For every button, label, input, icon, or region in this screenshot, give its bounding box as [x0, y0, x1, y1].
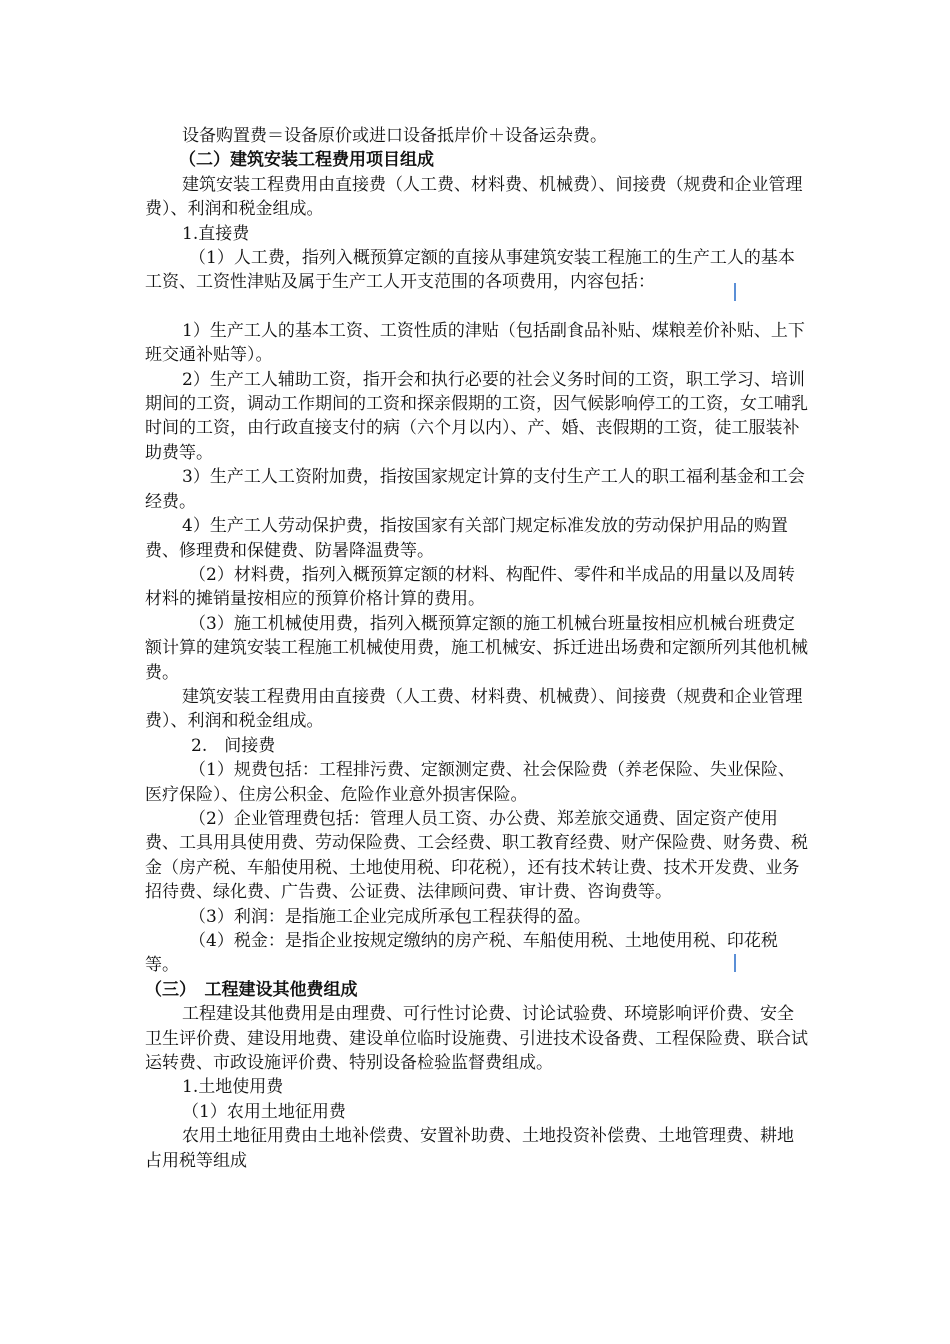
subheading: 2. 间接费 [191, 735, 276, 756]
section-heading: （三） 工程建设其他费组成 [145, 979, 358, 1000]
paragraph: 2）生产工人辅助工资，指开会和执行必要的社会义务时间的工资，职工学习、培训期间的工资，调动工作期间的工资和探亲假期的工资，因气候影响停工的工资，女工哺乳时间的工资，由行政直接支付的病（六个月以内）、产、婚、丧假期的工资，徒工服装补助费等。 [145, 369, 808, 463]
section-heading: （二）建筑安装工程费用项目组成 [179, 150, 434, 171]
paragraph: 建筑安装工程费用由直接费（人工费、材料费、机械费）、间接费（规费和企业管理费）、利润和税金组成。 [145, 174, 803, 220]
paragraph: （2）材料费，指列入概预算定额的材料、构配件、零件和半成品的用量以及周转材料的摊销量按相应的预算价格计算的费用。 [145, 564, 795, 610]
paragraph: 3）生产工人工资附加费，指按国家规定计算的支付生产工人的职工福利基金和工会经费。 [145, 467, 805, 512]
subheading: 1.土地使用费 [182, 1077, 284, 1098]
paragraph: （1）规费包括：工程排污费、定额测定费、社会保险费（养老保险、失业保险、医疗保险）、住房公积金、危险作业意外损害保险。 [145, 760, 795, 805]
paragraph: （1）人工费，指列入概预算定额的直接从事建筑安装工程施工的生产工人的基本工资、工资性津贴及属于生产工人开支范围的各项费用，内容包括： [145, 248, 795, 293]
document-page [145, 124, 810, 1173]
paragraph: （3）利润：是指施工企业完成所承包工程获得的盈。 [189, 906, 591, 927]
paragraph: （2）企业管理费包括：管理人员工资、办公费、郑差旅交通费、固定资产使用费、工具用具使用费、劳动保险费、工会经费、职工教育经费、财产保险费、财务费、税金（房产税、车船使用税、土地使用税、印花税），还有技术转让费、技术开发费、业务招待费、绿化费、广告费、公证费、法律顾问费、审计费、咨询费等。 [145, 808, 808, 903]
text-cursor [734, 954, 736, 972]
subheading: 1.直接费 [182, 223, 250, 244]
paragraph: 设备购置费＝设备原价或进口设备抵岸价＋设备运杂费。 [182, 126, 607, 146]
subheading: （1）农用土地征用费 [182, 1101, 346, 1122]
paragraph: 农用土地征用费由土地补偿费、安置补助费、土地投资补偿费、土地管理费、耕地占用税等组成 [145, 1126, 794, 1171]
paragraph: 工程建设其他费用是由理费、可行性讨论费、讨论试验费、环境影响评价费、安全卫生评价费、建设用地费、建设单位临时设施费、引进技术设备费、工程保险费、联合试运转费、市政设施评价费、特别设备检验监督费组成。 [145, 1004, 808, 1074]
paragraph: （3）施工机械使用费，指列入概预算定额的施工机械台班量按相应机械台班费定额计算的建筑安装工程施工机械使用费，施工机械安、拆迁进出场费和定额所列其他机械费。 [145, 613, 808, 683]
paragraph: 1）生产工人的基本工资、工资性质的津贴（包括副食品补贴、煤粮差价补贴、上下班交通补贴等）。 [145, 320, 805, 366]
paragraph: （4）税金：是指企业按规定缴纳的房产税、车船使用税、土地使用税、印花税等。 [145, 931, 778, 976]
paragraph: 建筑安装工程费用由直接费（人工费、材料费、机械费）、间接费（规费和企业管理费）、利润和税金组成。 [145, 686, 803, 732]
text-cursor [734, 283, 736, 301]
paragraph: 4）生产工人劳动保护费，指按国家有关部门规定标准发放的劳动保护用品的购置费、修理费和保健费、防暑降温费等。 [145, 516, 788, 561]
blank-line [145, 295, 810, 319]
